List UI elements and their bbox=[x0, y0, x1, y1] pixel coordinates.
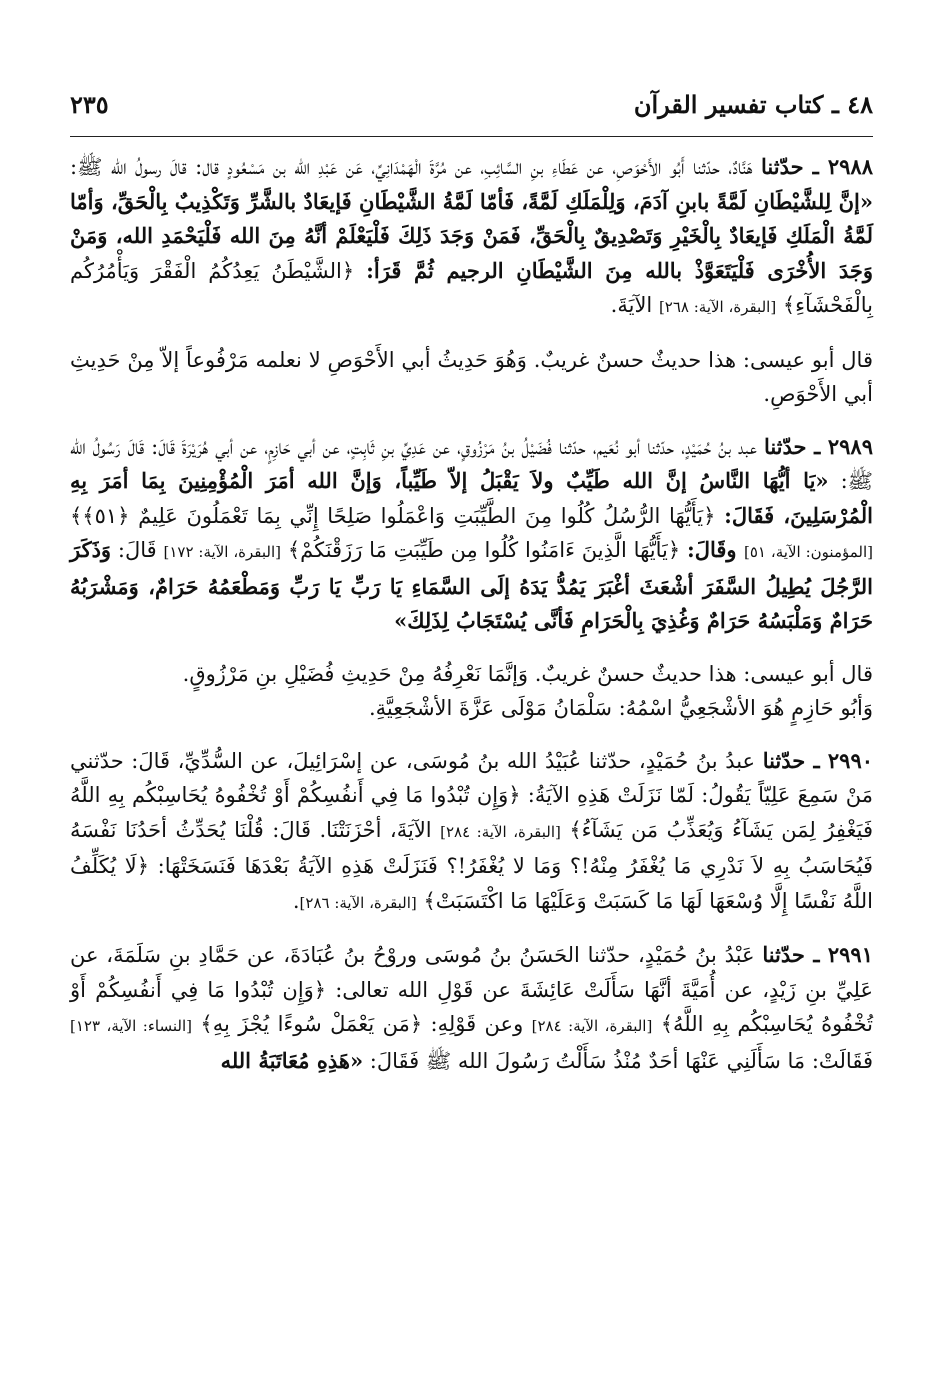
isnad-text: هَنَّادٌ، حدّثنا أَبُو الأَحْوَصِ، عن عَطَاءِ بنِ السَّائِبِ، عن مُرَّةَ الْهَمْدَانِيِّ، عَن عَبْدِ الله بن مَسْعُودٍ قال: قالَ رسولُ الله ﷺ: bbox=[70, 155, 761, 179]
matn-text: وقَالَ: bbox=[686, 537, 745, 562]
chapter-title: ٤٨ ـ كتاب تفسير القرآن bbox=[633, 90, 873, 119]
narration-text: الآيَةَ، أحْزَنَتْنَا. قَالَ: قُلْنَا يُحَدِّثُ أحَدُنَا نَفْسَهُ فَيُحَاسَبُ بِهِ لاَ نَدْرِي مَا يُغْفَرُ مِنْهُ!؟ وَمَا لا يُغْفَرُ!؟ فَنَزَلَتْ هَذِهِ الآيَةُ بَعْدَهَا فَنَسَخَتْهَا: ﴿لَا يُكَلِّفُ اللَّهُ نَفْسًا إِلَّا وُسْعَهَا لَهَا مَا كَسَبَتْ وَعَلَيْهَا مَا اكْتَسَبَتْ﴾ bbox=[70, 817, 873, 913]
commentary-2989-line1: قال أبو عيسى: هذا حديثٌ حسنٌ غريبٌ. وَإنَّمَا نَعْرِفُهُ مِنْ حَدِيثِ فُضَيْلِ بنِ مَرْزُوقٍ. bbox=[182, 661, 873, 686]
commentary-2989-line2: وَأبُو حَازِمٍ هُوَ الأشْجَعِيُّ اسْمُهُ: سَلْمَانُ مَوْلَى عَزَّةَ الأشْجَعِيَّةِ. bbox=[368, 696, 873, 720]
narration-text: فَقَالَتْ: مَا سَأَلَنِي عَنْهَا أحَدٌ مُنْذُ سَأَلْتُ رَسُولَ الله ﷺ فَقَالَ: bbox=[363, 1048, 873, 1073]
page-content bbox=[70, 150, 873, 1078]
hadith-number: ٢٩٩١ ـ bbox=[813, 942, 873, 967]
hadith-2991 bbox=[70, 938, 873, 1078]
page-header bbox=[70, 80, 873, 137]
quran-reference: [البقرة، الآية: ٢٨٤] bbox=[440, 822, 561, 841]
matn-text: «هَذِهِ مُعَاتَبَةُ الله bbox=[220, 1047, 364, 1073]
hadith-2988 bbox=[70, 150, 873, 325]
quran-reference: [البقرة، الآية: ٢٦٨] bbox=[658, 298, 777, 316]
isnad-text: عبدُ بنُ حُمَيْدٍ، حدّثنا عُبَيْدُ الله بنُ مُوسَى، عن إسْرَائِيلَ، عن السُّدِّيِّ، قَالَ: حدّثني مَنْ سَمِعَ عَلِيّاً يَقُولُ: لَمّا نَزَلَتْ هَذِهِ الآيَةُ: ﴿وَإِن تُبْدُوا مَا فِي أَنفُسِكُمْ أَوْ تُخْفُوهُ يُحَاسِبْكُم بِهِ اللَّهُ فَيَغْفِرُ لِمَن يَشَآءُ وَيُعَذِّبُ مَن يَشَآءُ﴾ bbox=[70, 748, 873, 842]
quran-quote: ﴿يَأَيُّهَا الَّذِينَ ءَامَنُوا كُلُوا مِن طَيِّبَتِ مَا رَزَقْنَكُمْ﴾ bbox=[281, 538, 687, 562]
page-number: ٢٣٥ bbox=[70, 90, 109, 119]
matn-text: «يَا أيُّهَا النَّاسُ إنَّ الله طَيِّبٌ ولاَ يَقْبَلُ إلاّ طَيِّباً، وَإنَّ الله أمَرَ الْمُؤْمِنِينَ بِمَا أمَرَ بِهِ الْمُرْسَلِينَ، فَقَالَ: bbox=[70, 468, 873, 528]
isnad-text: عبد بنُ حُمَيْدٍ، حدّثنا أبو نُعَيم، حدّثنا فُضَيْلُ بنُ مَرْزُوقٍ، عن عَدِيِّ بنِ ثَابِتٍ، عن أبي حَازِمٍ، عن أبي هُرَيْرَةَ قَالَ: قَالَ رَسُولُ الله ﷺ: bbox=[70, 434, 874, 493]
hadith-lead: حدّثنا bbox=[762, 942, 814, 967]
commentary-2988: قال أبو عيسى: هذا حديثٌ حسنٌ غريبٌ. وَهُوَ حَدِيثُ أبي الأَحْوَصِ لا نعلمه مَرْفُوعاً إلاّ مِنْ حَدِيثِ أبي الأَحْوَصِ. bbox=[70, 347, 873, 406]
quran-quote: ﴿الشَّيْطَنُ يَعِدُكُمُ الْفَقْرَ وَيَأْمُرُكُم بِالْفَحْشَآءِ﴾ bbox=[70, 258, 873, 317]
isnad-text: عَبْدُ بنُ حُمَيْدٍ، حدّثنا الحَسَنُ بنُ مُوسَى وروْحُ بنُ عُبَادَةَ، عن حَمَّادِ بنِ سَلَمَةَ، عن عَلِيِّ بنِ زَيْدٍ، عن أُمَيَّةَ أنَّهَا سَأَلَتْ عَائِشَةَ عن قَوْلِ الله تعالى: ﴿وَإِن تُبْدُوا مَا فِي أَنفُسِكُمْ أَوْ تُخْفُوهُ يُحَاسِبْكُم بِهِ اللَّهُ﴾ bbox=[70, 943, 873, 1036]
quran-quote: ﴿يَأَيُّهَا الرُّسُلُ كُلُوا مِنَ الطَّيِّبَتِ وَاعْمَلُوا صَلِحًا إِنِّي بِمَا تَعْمَلُونَ عَلِيمٌ ﴿٥١﴾﴾ bbox=[70, 503, 725, 528]
quran-reference: [المؤمنون: الآية، ٥١] bbox=[744, 543, 873, 561]
trailing-text: . bbox=[292, 888, 300, 913]
hadith-2989 bbox=[70, 430, 873, 639]
quran-reference: [البقرة، الآية: ٢٨٤] bbox=[531, 1017, 653, 1035]
hadith-number: ٢٩٩٠ ـ bbox=[813, 747, 874, 773]
hadith-number: ٢٩٨٨ ـ bbox=[812, 154, 873, 179]
matn-text: «إنَّ لِلشَّيْطَانِ لَمَّةً بابنِ آدَمَ، وَلِلْمَلَكِ لَمَّةً، فَأمّا لَمَّةُ الشَّيْطَانِ فَإيعَادٌ بالشَّرِّ وَتَكْذِيبٌ بِالْحَقِّ، وَأمّا لَمَّةُ الْمَلَكِ فَإيعَادٌ بِالْخَيْرِ وَتَصْدِيقٌ بِالْحَقِّ، فَمَنْ وَجَدَ ذَلِكَ فَلْيَعْلَمْ أنَّهُ مِنَ الله فَلْيَحْمَدِ الله، وَمَنْ وَجَدَ الأُخْرَى فَلْيَتَعَوَّذْ بالله مِنَ الشَّيْطَانِ الرجيم ثُمَّ قَرَأ: bbox=[70, 188, 873, 283]
hadith-2990 bbox=[70, 744, 873, 921]
matn-text: وَذَكَرَ الرَّجُلَ يُطِيلُ السَّفَرَ أشْعَثَ أغْبَرَ يَمُدُّ يَدَهُ إلَى السَّمَاءِ يَا رَبِّ يَا رَبِّ وَمَطْعَمُهُ حَرَامٌ، وَمَشْرَبُهُ حَرَامٌ وَمَلْبَسُهُ حَرَامٌ وَغُذِيَ بِالْحَرَامِ فَأنَّى يُسْتَجَابُ لِذَلِكَ» bbox=[70, 537, 873, 633]
connector-text: قَالَ: bbox=[111, 538, 164, 562]
narration-text: وعن قَوْلِهِ: ﴿مَن يَعْمَلْ سُوءًا يُجْزَ بِهِ﴾ bbox=[191, 1012, 532, 1036]
hadith-lead: حدّثنا bbox=[763, 433, 815, 459]
hadith-lead: حدّثنا bbox=[760, 154, 813, 179]
quran-reference: [النساء: الآية، ١٢٣] bbox=[70, 1017, 192, 1035]
hadith-lead: حدّثنا bbox=[762, 747, 814, 773]
quran-reference: [البقرة، الآية: ٢٨٦] bbox=[299, 893, 417, 912]
hadith-number: ٢٩٨٩ ـ bbox=[814, 433, 873, 459]
trailing-text: الآيَةَ. bbox=[610, 293, 659, 317]
quran-reference: [البقرة، الآية: ١٧٢] bbox=[163, 543, 282, 561]
